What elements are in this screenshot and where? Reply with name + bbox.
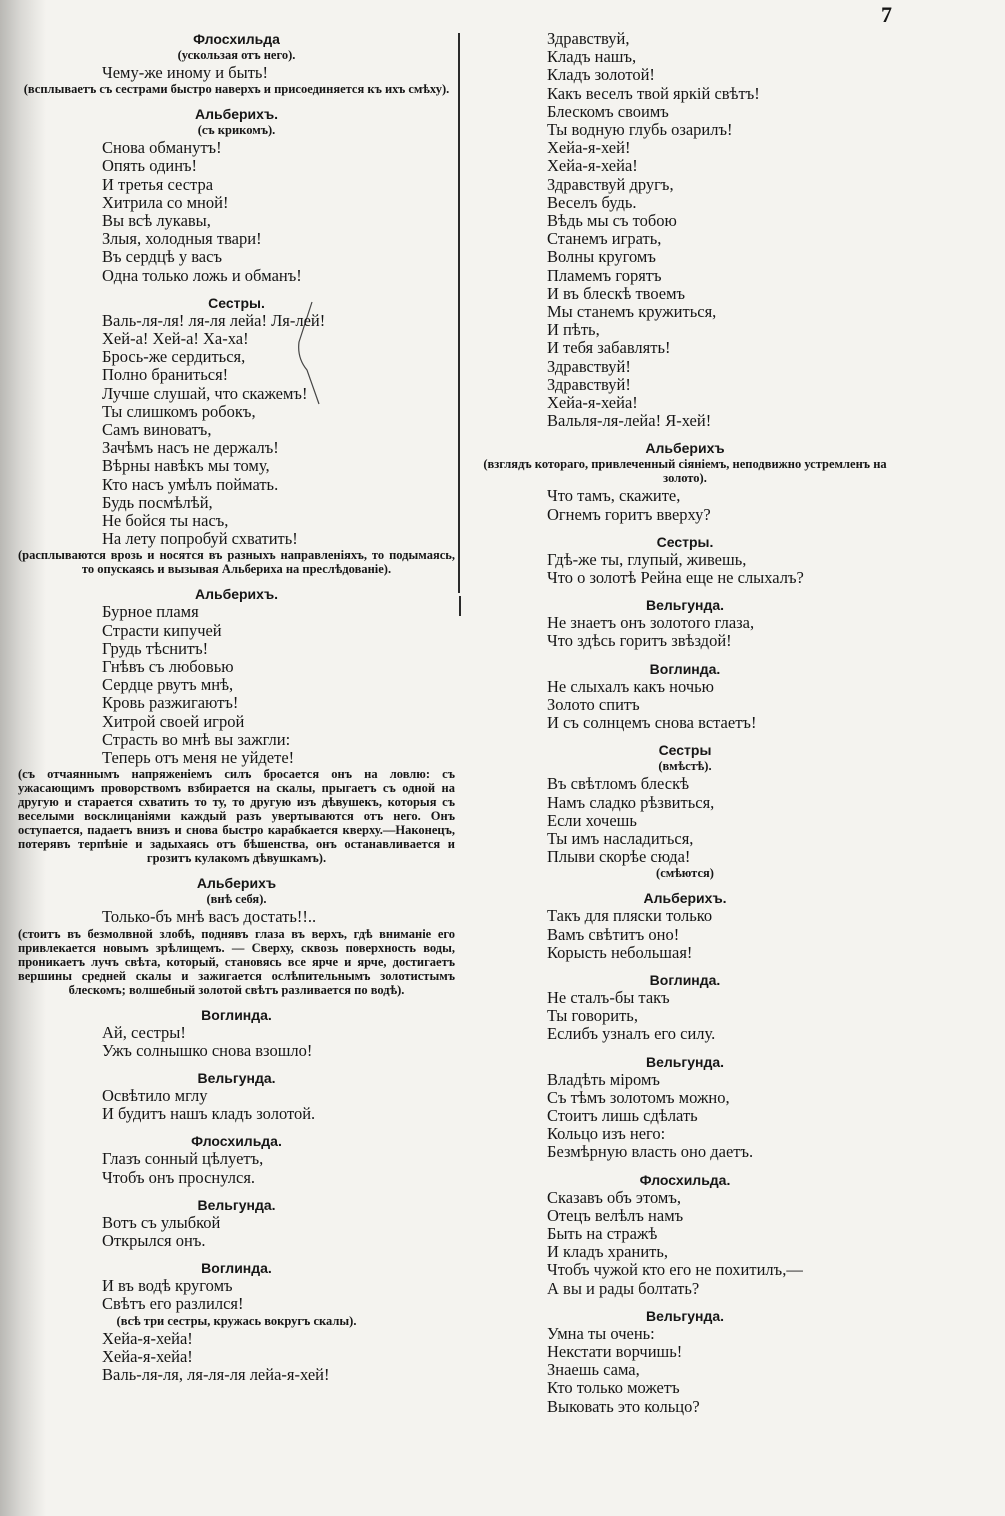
speaker-name: Вельгунда.: [197, 1196, 276, 1213]
verse-line: Владѣть міромъ: [547, 1069, 660, 1089]
verse-line: Чтобъ онъ проснулся.: [102, 1167, 256, 1187]
verse-line: Теперь отъ меня не уйдете!: [102, 748, 295, 768]
speech-block: [18, 294, 455, 577]
verse-line: Волны кругомъ: [547, 247, 656, 267]
verse-line: Освѣтило мглу: [102, 1085, 208, 1105]
verse-line: Что о золотѣ Рейна еще не слыхалъ?: [547, 568, 804, 588]
speaker-name: Сестры: [658, 742, 712, 759]
verse-line: Гдѣ-же ты, глупый, живешь,: [547, 549, 747, 569]
verse-line: Безмѣрную власть оно даетъ.: [547, 1142, 754, 1162]
speech-block: [18, 1069, 455, 1123]
verse-line: Опять одинъ!: [102, 156, 198, 176]
verse-line: Бурное пламя: [102, 602, 199, 622]
speech-block: [465, 1171, 905, 1298]
verse-line: Что здѣсь горитъ звѣздой!: [547, 631, 732, 651]
verse-line: Въ сердцѣ у васъ: [102, 247, 222, 267]
verse-line: Валь-ля-ля, ля-ля-ля лейа-я-хей!: [102, 1364, 330, 1384]
left-column: [18, 30, 455, 1384]
verse-line: Ты водную глубь озарилъ!: [547, 120, 733, 140]
verse-line: Самъ виноватъ,: [102, 420, 212, 440]
verse-line: Пламемъ горятъ: [547, 265, 662, 285]
verse-line: Въ свѣтломъ блескѣ: [547, 774, 690, 794]
verse-line: Вы всѣ лукавы,: [102, 211, 211, 231]
verse-line: Здравствуй!: [547, 356, 631, 376]
verse-line: Блескомъ своимъ: [547, 101, 669, 121]
verse-line: И съ солнцемъ снова встаетъ!: [547, 713, 757, 733]
stage-direction: (вмѣстѣ).: [658, 759, 712, 774]
speaker-name: Альберихъ.: [643, 890, 727, 907]
speech-block: [465, 596, 905, 650]
verse-line: И тебя забавлять!: [547, 338, 671, 358]
stage-direction: (смѣются): [656, 866, 714, 881]
verse-line: Кто только можетъ: [547, 1378, 680, 1398]
speech-block: [18, 1006, 455, 1060]
verse-line: Веселъ будь.: [547, 192, 637, 212]
verse-line: Быть на стражѣ: [547, 1223, 658, 1243]
speech-block: [465, 971, 905, 1044]
verse-line: Чему-же иному и быть!: [102, 63, 268, 82]
verse-line: Такъ для пляски только: [547, 906, 713, 926]
page-number: 7: [881, 2, 892, 27]
verse-line: Что тамъ, скажите,: [547, 486, 681, 506]
verse-line: Сердце рвутъ мнѣ,: [102, 675, 234, 695]
verse-line: Если хочешь: [547, 810, 637, 830]
verse-line: Грудь тѣснитъ!: [102, 638, 209, 658]
speech-block: [18, 1196, 455, 1250]
speaker-name: Вельгунда.: [645, 1307, 725, 1324]
speech-block: [465, 533, 905, 587]
verse-line: Намъ сладко рѣзвиться,: [547, 792, 715, 812]
speech-block: [465, 439, 905, 523]
verse-line: Сказавъ объ этомъ,: [547, 1187, 681, 1207]
speaker-name: Альберихъ: [645, 440, 725, 457]
verse-line: Ты говорить,: [547, 1006, 638, 1026]
verse-line: Хитрой своей игрой: [102, 711, 245, 731]
verse-line: Кольцо изъ него:: [547, 1124, 666, 1144]
speaker-name: Воглинда.: [649, 971, 721, 988]
verse-line: Зачѣмъ насъ не держалъ!: [102, 438, 279, 458]
verse-line: Хейа-я-хейа!: [102, 1328, 193, 1348]
verse-line: Плыви скорѣе сюда!: [547, 847, 691, 867]
speaker-name: Альберихъ.: [194, 586, 279, 603]
verse-line: Вѣрны навѣкъ мы тому,: [102, 456, 270, 476]
verse-line: Хей-а! Хей-а! Ха-ха!: [102, 329, 249, 349]
verse-line: Ужъ солнышко снова взошло!: [102, 1040, 313, 1060]
speaker-name: Сестры.: [208, 294, 265, 311]
verse-line: Страсти кипучей: [102, 620, 222, 640]
verse-line: Хитрила со мной!: [102, 192, 229, 212]
speaker-name: Альберихъ: [196, 875, 277, 892]
verse-line: Знаешь сама,: [547, 1360, 640, 1380]
verse-line: Будь посмѣлѣй,: [102, 492, 213, 512]
verse-line: Валь-ля-ля! ля-ля лейа! Ля-лей!: [102, 310, 326, 330]
speaker-name: Воглинда.: [201, 1260, 272, 1277]
verse-line: На лету попробуй схватить!: [102, 529, 298, 549]
verse-line: Хейа-я-хейа!: [547, 156, 638, 176]
verse-line: Хейа-я-хей!: [547, 138, 631, 158]
speech-block: [465, 889, 905, 962]
verse-line: Отецъ велѣлъ намъ: [547, 1205, 684, 1225]
column-divider-lower: [459, 596, 461, 616]
verse-line: Съ тѣмъ золотомъ можно,: [547, 1087, 730, 1107]
speech-block: [18, 874, 455, 996]
speaker-name: Воглинда.: [201, 1006, 272, 1023]
stage-direction: (расплываются врозь и носятся въ разныхъ направленіяхъ, то подымаясь, то опускаясь и вызывая Альбериха на преслѣдованіе).: [18, 548, 455, 577]
verse-line: И въ водѣ кругомъ: [102, 1276, 233, 1296]
verse-line: И третья сестра: [102, 174, 214, 194]
verse-line: Умна ты очень:: [547, 1323, 655, 1343]
column-divider: [458, 33, 460, 593]
verse-line: Станемъ играть,: [547, 229, 662, 249]
verse-line: Кладъ золотой!: [547, 65, 655, 85]
verse-line: Не слыхалъ какъ ночью: [547, 676, 714, 696]
speech-block: [465, 660, 905, 733]
speech-block: [465, 1053, 905, 1162]
verse-line: Ай, сестры!: [102, 1022, 186, 1042]
verse-line: Брось-же сердиться,: [102, 347, 246, 367]
verse-line: Не бойся ты насъ,: [102, 511, 229, 531]
stage-direction: (стоитъ въ безмолвной злобѣ, поднявъ глаза въ верхъ, гдѣ вниманіе его привлекается новымъ зрѣлищемъ. — Сверху, сквозь поверхность воды, проникаетъ лучъ свѣта, который, становясь все ярче и ярче, достигаетъ вершины средней скалы и зажигается ослѣпительнымъ золотистымъ блескомъ; волшебный золотой свѣтъ разливается по водѣ).: [18, 926, 455, 997]
verse-line: Страсть во мнѣ вы зажгли:: [102, 729, 291, 749]
stage-direction: (ускользая отъ него).: [177, 48, 296, 62]
verse-line: Злыя, холодныя твари!: [102, 229, 262, 249]
verse-line: И кладъ хранить,: [547, 1242, 669, 1262]
verse-line: Свѣтъ его разлился!: [102, 1294, 244, 1314]
verse-line: Чтобъ чужой кто его не похитилъ,—: [547, 1260, 803, 1280]
verse-line: Корысть небольшая!: [547, 942, 693, 962]
verse-line: А вы и рады болтать?: [547, 1278, 700, 1298]
verse-line: Стоитъ лишь сдѣлать: [547, 1105, 698, 1125]
stage-direction: (всплываетъ съ сестрами быстро наверхъ и присоединяется къ ихъ смѣху).: [23, 82, 450, 97]
verse-line: И въ блескѣ твоемъ: [547, 283, 686, 303]
speech-block: [18, 1259, 455, 1384]
verse-line: Здравствуй,: [547, 29, 630, 48]
verse-line: Глазъ сонный цѣлуетъ,: [102, 1149, 264, 1169]
speech-block: [18, 1132, 455, 1186]
verse-line: Золото спитъ: [547, 694, 640, 714]
verse-line: Одна только ложь и обманъ!: [102, 265, 302, 285]
verse-line: Хейа-я-хейа!: [547, 393, 638, 413]
verse-line: Выковать это кольцо?: [547, 1396, 700, 1416]
stage-direction: (внѣ себя).: [206, 892, 267, 907]
speaker-name: Вельгунда.: [197, 1069, 276, 1086]
verse-line: Здравствуй!: [547, 374, 631, 394]
speaker-name: Флосхильда: [193, 31, 280, 47]
verse-line: Не знаетъ онъ золотого глаза,: [547, 613, 755, 633]
verse-line: Вальля-ля-лейа! Я-хей!: [547, 411, 712, 431]
speaker-name: Флосхильда.: [191, 1133, 282, 1150]
verse-line: Кровь разжигаютъ!: [102, 693, 239, 713]
speaker-name: Флосхильда.: [639, 1171, 731, 1188]
verse-line: И пѣть,: [547, 320, 600, 340]
stage-direction: (взглядъ котораго, привлеченный сіяніемъ, неподвижно устремленъ на золото).: [483, 457, 887, 486]
speaker-name: Альберихъ.: [194, 106, 279, 123]
verse-line: Вамъ свѣтитъ оно!: [547, 924, 680, 944]
verse-line: Вотъ съ улыбкой: [102, 1212, 221, 1232]
verse-line: Некстати ворчишь!: [547, 1341, 683, 1361]
verse-line: Полно браниться!: [102, 365, 229, 385]
speech-block: [18, 30, 455, 96]
speaker-name: Вельгунда.: [645, 597, 725, 614]
verse-line: Ты имъ насладиться,: [547, 828, 694, 848]
verse-line: Хейа-я-хейа!: [102, 1346, 193, 1366]
speech-block: [465, 1307, 905, 1416]
verse-line: Здравствуй другъ,: [547, 174, 674, 194]
verse-line: Огнемъ горитъ вверху?: [547, 504, 711, 524]
speech-block: [18, 585, 455, 865]
verse-line: Не сталъ-бы такъ: [547, 987, 670, 1007]
verse-line: Мы станемъ кружиться,: [547, 302, 717, 322]
verse-line: Гнѣвъ съ любовью: [102, 657, 234, 677]
verse-line: Лучше слушай, что скажемъ!: [102, 383, 308, 403]
speech-block: [465, 30, 905, 430]
verse-line: И будитъ нашъ кладъ золотой.: [102, 1104, 316, 1124]
right-column: [465, 30, 905, 1416]
verse-line: Еслибъ узналъ его силу.: [547, 1024, 716, 1044]
verse-line: Кладъ нашъ,: [547, 47, 637, 67]
verse-line: Открылся онъ.: [102, 1230, 206, 1250]
speaker-name: Сестры.: [656, 533, 714, 550]
verse-line: Вѣдь мы съ тобою: [547, 211, 677, 231]
speech-block: [18, 105, 455, 285]
speech-block: [465, 741, 905, 880]
speaker-name: Воглинда.: [649, 660, 721, 677]
verse-line: Ты слишкомъ робокъ,: [102, 401, 256, 421]
verse-line: Снова обманутъ!: [102, 138, 222, 158]
verse-line: Кто насъ умѣлъ поймать.: [102, 474, 279, 494]
verse-line: Только-бъ мнѣ васъ достать!!..: [102, 907, 317, 927]
speaker-name: Вельгунда.: [645, 1053, 725, 1070]
verse-line: Какъ веселъ твой яркій свѣтъ!: [547, 83, 760, 103]
stage-direction: (съ крикомъ).: [197, 123, 276, 138]
stage-direction: (съ отчаяннымъ напряженіемъ силъ бросается онъ на ловлю: съ ужасающимъ проворствомъ взбирается на скалы, прыгаетъ съ одной на другую и старается схватить то ту, то другую изъ дѣвушекъ, которыя съ веселыми восклицаніями каждый разъ увертываются отъ него. Онъ оступается, падаетъ внизъ и снова быстро карабкается кверху.—Наконецъ, потерявъ терпѣніе и задыхаясь отъ бѣшенства, онъ останавливается и грозитъ кулакомъ дѣвушкамъ).: [18, 767, 455, 866]
stage-direction: (всѣ три сестры, кружась вокругъ скалы).: [116, 1313, 357, 1328]
